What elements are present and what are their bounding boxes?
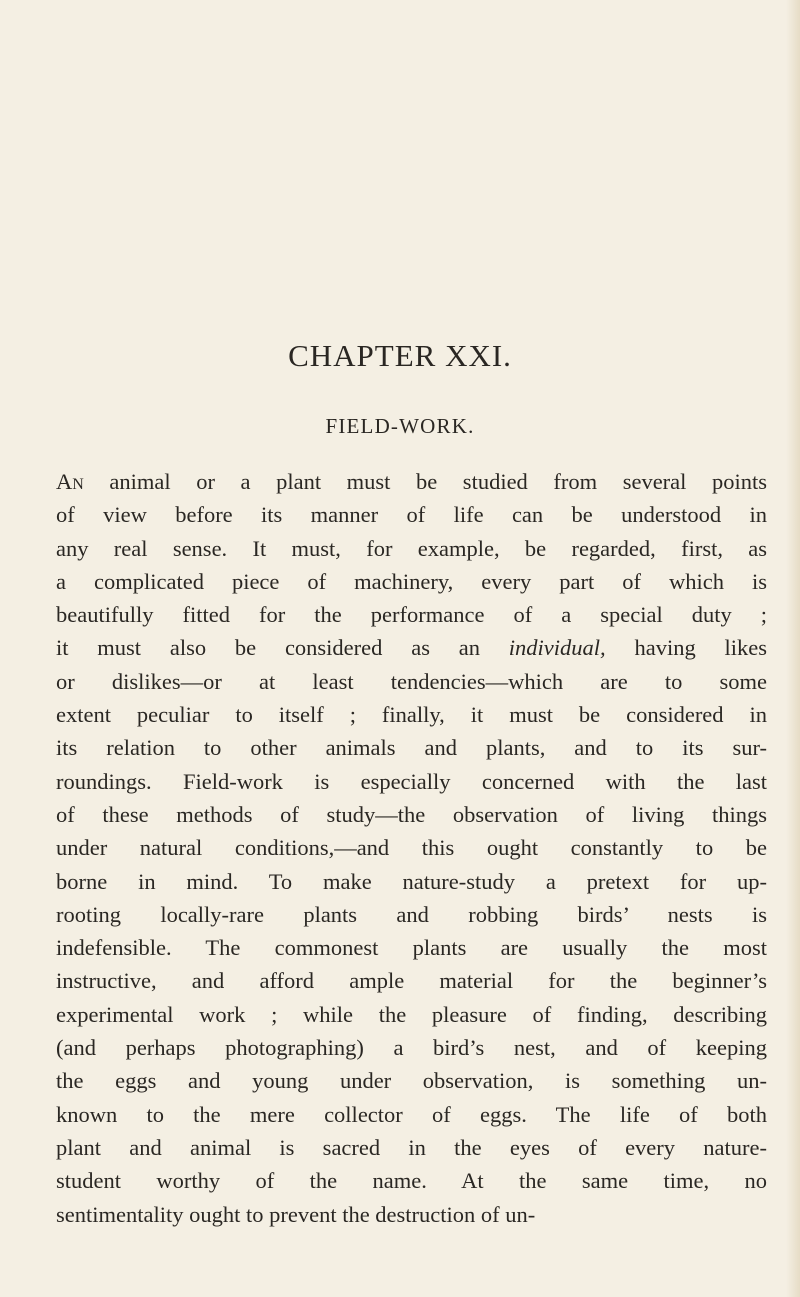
body-paragraph: [56, 465, 767, 1231]
text-line: under natural conditions,—and this ought constantly to be: [56, 835, 767, 861]
text-line: roundings. Field-work is especially concerned with the last: [56, 768, 767, 794]
text-line: student worthy of the name. At the same time, no: [56, 1168, 767, 1194]
text-line: experimental work ; while the pleasure of finding, describing: [56, 1001, 767, 1027]
text-line: rooting locally-rare plants and robbing birds’ nests is: [56, 901, 767, 927]
italic-term: individual,: [508, 635, 606, 661]
text-line: the eggs and young under observation, is something un-: [56, 1068, 767, 1094]
text-line: or dislikes—or at least tendencies—which are to some: [56, 668, 767, 694]
text-line: beautifully fitted for the performance of a special duty ;: [56, 602, 767, 628]
text-line: instructive, and afford ample material for the beginner’s: [56, 968, 767, 994]
text-line: plant and animal is sacred in the eyes of every nature-: [56, 1134, 767, 1160]
text-line: of view before its manner of life can be understood in: [56, 502, 767, 528]
text-line: (and perhaps photographing) a bird’s nest, and of keeping: [56, 1035, 767, 1061]
page-edge-shadow: [786, 0, 800, 1297]
text-line: sentimentality ought to prevent the destruction of un-: [56, 1201, 536, 1227]
text-line: extent peculiar to itself ; finally, it must be considered in: [56, 702, 767, 728]
lead-word: An: [56, 469, 84, 494]
text-line: known to the mere collector of eggs. The life of both: [56, 1101, 767, 1127]
text-line: a complicated piece of machinery, every part of which is: [56, 568, 767, 594]
text-line: it must also be considered as an individual, having likes: [56, 635, 768, 661]
text-line: of these methods of study—the observation of living things: [56, 801, 767, 827]
text-line: any real sense. It must, for example, be regarded, first, as: [56, 535, 767, 561]
text-line: An animal or a plant must be studied from several points: [56, 469, 767, 494]
section-title: FIELD-WORK.: [325, 414, 475, 438]
text-line: borne in mind. To make nature-study a pretext for up-: [56, 868, 767, 894]
text-line: indefensible. The commonest plants are usually the most: [56, 935, 767, 961]
chapter-title: CHAPTER XXI.: [288, 338, 512, 373]
text-line: its relation to other animals and plants, and to its sur-: [56, 735, 767, 761]
